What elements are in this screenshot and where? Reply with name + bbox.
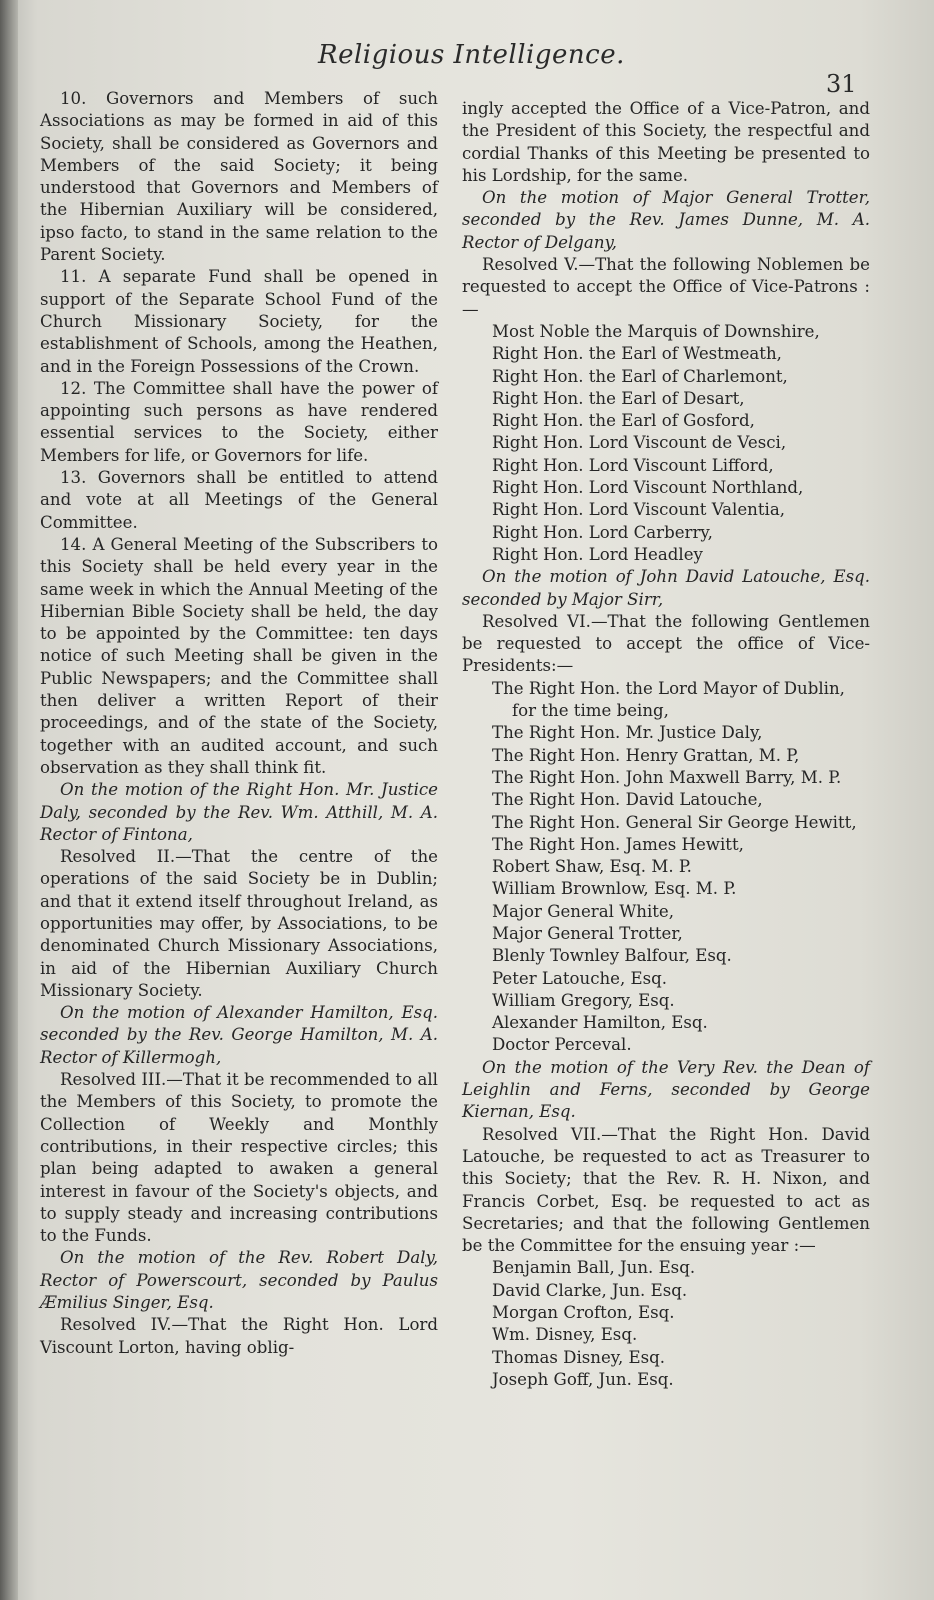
motion-7: On the motion of the Very Rev. the Dean of Leighlin and Ferns, seconded by George Kiernan, Esq. (462, 1057, 870, 1122)
resolution-4-continued: ingly accepted the Office of a Vice-Patron, and the President of this Society, the respectful and cordial Thanks of this Meeting be presented to his Lordship, for the same. (462, 99, 870, 185)
list-item: Right Hon. Lord Carberry, (492, 522, 713, 542)
list-item: Most Noble the Marquis of Downshire, (492, 321, 820, 341)
motion-2: On the motion of the Right Hon. Mr. Justice Daly, seconded by the Rev. Wm. Atthill, M. A. Rector of Fintona, (40, 780, 438, 844)
list-item: Doctor Perceval. (492, 1035, 632, 1055)
motion-6: On the motion of John David Latouche, Esq. seconded by Major Sirr, (462, 567, 870, 609)
list-item: Thomas Disney, Esq. (492, 1347, 666, 1367)
committee-list (462, 1257, 870, 1391)
vice-patrons-list (462, 321, 870, 566)
resolution-7: Resolved VII.—That the Right Hon. David Latouche, be requested to act as Treasurer to this Society; that the Rev. R. H. Nixon, and Francis Corbet, Esq. be requested to act as Secretaries; and that the following Gentlemen be the Committee for the ensuing year :— (462, 1124, 870, 1256)
running-title: Religious Intelligence. (318, 40, 625, 70)
list-item: The Right Hon. John Maxwell Barry, M. P. (492, 767, 842, 787)
list-item: Major General White, (492, 901, 675, 921)
list-item: The Right Hon. General Sir George Hewitt, (492, 812, 857, 832)
list-item: The Right Hon. David Latouche, (492, 790, 763, 810)
list-item: Joseph Goff, Jun. Esq. (492, 1369, 674, 1389)
list-item: The Right Hon. Henry Grattan, M. P, (492, 745, 800, 765)
list-item: Right Hon. Lord Viscount de Vesci, (492, 433, 787, 453)
list-item: Peter Latouche, Esq. (492, 968, 668, 988)
motion-4: On the motion of the Rev. Robert Daly, Rector of Powerscourt, seconded by Paulus Æmilius Singer, Esq. (40, 1248, 438, 1313)
page-number: 31 (826, 70, 857, 98)
list-item: Right Hon. the Earl of Westmeath, (492, 344, 782, 364)
article-13: 13. Governors shall be entitled to attend and vote at all Meetings of the General Committee. (40, 468, 438, 532)
list-item: Right Hon. Lord Viscount Northland, (492, 478, 804, 498)
list-item: Right Hon. the Earl of Charlemont, (492, 366, 788, 386)
article-11: 11. A separate Fund shall be opened in support of the Separate School Fund of the Church Missionary Society, for the establishment of Schools, among the Heathen, and in the Foreign Possessions of the Crown. (40, 267, 438, 376)
resolution-5: Resolved V.—That the following Noblemen be requested to accept the Office of Vice-Patrons :— (462, 255, 870, 319)
left-column (40, 88, 438, 1359)
right-column (462, 98, 870, 1391)
list-item: The Right Hon. the Lord Mayor of Dublin, for the time being, (492, 678, 845, 721)
list-item: William Gregory, Esq. (492, 990, 675, 1010)
motion-3: On the motion of Alexander Hamilton, Esq. seconded by the Rev. George Hamilton, M. A. Rector of Killermogh, (40, 1003, 438, 1067)
list-item: Robert Shaw, Esq. M. P. (492, 857, 692, 877)
list-item: David Clarke, Jun. Esq. (492, 1280, 688, 1300)
resolution-3: Resolved III.—That it be recommended to all the Members of this Society, to promote the Collection of Weekly and Monthly contributions, in their respective circles; this plan being adapted to awaken a general interest in favour of the Society's objects, and to supply steady and increasing contributions to the Funds. (40, 1070, 438, 1246)
article-12: 12. The Committee shall have the power of appointing such persons as have rendered essential services to the Society, either Members for life, or Governors for life. (40, 378, 438, 465)
list-item: Benjamin Ball, Jun. Esq. (492, 1258, 696, 1278)
list-item: The Right Hon. Mr. Justice Daly, (492, 723, 763, 743)
article-14: 14. A General Meeting of the Subscribers to this Society shall be held every year in the same week in which the Annual Meeting of the Hibernian Bible Society shall be held, the day to be appointed by the Committee: ten days notice of such Meeting shall be given in the Public Newspapers; and the Committee shall then deliver a written Report of their proceedings, and of the state of the Society, together with an audited account, and such observation as they shall think fit. (40, 534, 438, 777)
page-gutter-shadow (0, 0, 18, 1600)
list-item: Right Hon. Lord Headley (492, 544, 703, 564)
list-item: Right Hon. Lord Viscount Valentia, (492, 500, 786, 520)
list-item: Morgan Crofton, Esq. (492, 1303, 675, 1323)
list-item: Right Hon. the Earl of Desart, (492, 388, 745, 408)
list-item: Alexander Hamilton, Esq. (492, 1013, 708, 1033)
list-item: Right Hon. the Earl of Gosford, (492, 411, 755, 431)
list-item: Blenly Townley Balfour, Esq. (492, 946, 732, 966)
resolution-2: Resolved II.—That the centre of the operations of the said Society be in Dublin; and that it extend itself throughout Ireland, as opportunities may offer, by Associations, to be denominated Church Missionary Associations, in aid of the Hibernian Auxiliary Church Missionary Society. (40, 847, 438, 1000)
motion-5: On the motion of Major General Trotter, seconded by the Rev. James Dunne, M. A. Rector of Delgany, (462, 188, 870, 252)
article-10: 10. Governors and Members of such Associations as may be formed in aid of this Society, shall be considered as Governors and Members of the said Society; it being understood that Governors and Members of the Hibernian Auxiliary will be considered, ipso facto, to stand in the same relation to the Parent Society. (40, 89, 438, 265)
resolution-6: Resolved VI.—That the following Gentlemen be requested to accept the office of Vice-Presidents:— (462, 611, 870, 676)
list-item: Major General Trotter, (492, 923, 683, 943)
list-item: Right Hon. Lord Viscount Lifford, (492, 455, 774, 475)
list-item: William Brownlow, Esq. M. P. (492, 879, 737, 899)
list-item: The Right Hon. James Hewitt, (492, 834, 744, 854)
resolution-4: Resolved IV.—That the Right Hon. Lord Viscount Lorton, having oblig- (40, 1315, 438, 1357)
list-item: Wm. Disney, Esq. (492, 1325, 638, 1345)
vice-presidents-list (462, 678, 870, 1057)
